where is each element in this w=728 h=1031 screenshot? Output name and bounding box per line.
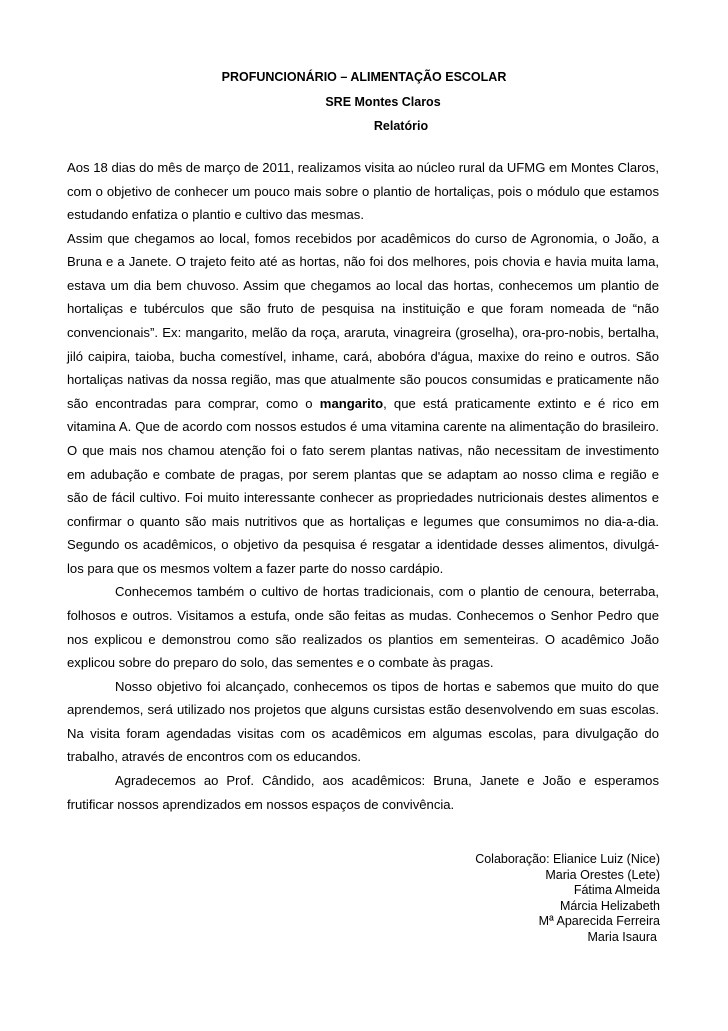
document-title: PROFUNCIONÁRIO – ALIMENTAÇÃO ESCOLAR [221,70,507,84]
paragraph-text: , que está praticamente extinto e é rico em vitamina A. Que de acordo com nossos estudos é uma vitamina carente na alimentação do brasileiro. O que mais nos chamou atenção foi o fato serem plantas nativas, não necessitam de investimento em adubação e combate de pragas, por serem plantas que se adaptam ao nosso clima e região e são de fácil cultivo. Foi muito interessante conhecer as propriedades nutricionais destes alimentos e confirmar o quanto são mais nutritivos que as hortaliças e legumes que consumimos no dia-a-dia. Segundo os acadêmicos, o objetivo da pesquisa é resgatar a identidade desses alimentos, divulgá-los para que os mesmos voltem a fazer parte do nosso cardápio. [67,395,659,576]
document-subtitle: SRE Montes Claros [325,95,441,109]
signature-block [475,852,660,945]
paragraph-thanks: Agradecemos ao Prof. Cândido, aos acadêmicos: Bruna, Janete e João e esperamos frutificar nossos aprendizados em nossos espaços de convivência. [67,773,659,812]
signature-line: Colaboração: Elianice Luiz (Nice) [475,852,660,866]
signature-line: Mª Aparecida Ferreira [538,914,660,928]
report-body [67,156,659,816]
highlighted-term: mangarito [319,395,384,411]
paragraph-traditional-gardens: Conhecemos também o cultivo de hortas tradicionais, com o plantio de cenoura, beterraba, folhosos e outros. Visitamos a estufa, onde são feitas as mudas. Conhecemos o Senhor Pedro que nos explicou e demonstrou como são realizados os plantios em sementeiras. O acadêmico João explicou sobre do preparo do solo, das sementes e o combate às pragas. [67,584,659,671]
signature-line: Maria Orestes (Lete) [545,867,660,882]
paragraph-visit-details [67,227,659,581]
signature-line: Maria Isaura [587,929,657,944]
paragraph-visit-intro: Aos 18 dias do mês de março de 2011, realizamos visita ao núcleo rural da UFMG em Montes Claros, com o objetivo de conhecer um pouco mais sobre o plantio de hortaliças, pois o módulo que estamos estudando enfatiza o plantio e cultivo das mesmas. [67,160,659,223]
signature-line: Márcia Helizabeth [559,898,660,913]
signature-line: Fátima Almeida [573,883,660,897]
document-type: Relatório [373,119,429,133]
paragraph-text: Assim que chegamos ao local, fomos recebidos por acadêmicos do curso de Agronomia, o João, a Bruna e a Janete. O trajeto feito até as hortas, não foi dos melhores, pois chovia e havia muita lama, estava um dia bem chuvoso. Assim que chegamos ao local das hortas, conhecemos um plantio de hortaliças e tubérculos que são fruto de pesquisa na instituição e que foram nomeada de “não convencionais”. Ex: mangarito, melão da roça, araruta, vinagreira (groselha), ora-pro-nobis, bertalha, jiló caipira, taioba, bucha comestível, inhame, cará, abobóra d'água, maxixe do reino e outros. São hortaliças nativas da nossa região, mas que atualmente são poucos consumidas e praticamente não são encontradas para comprar, como o [67,230,659,411]
paragraph-objective: Nosso objetivo foi alcançado, conhecemos os tipos de hortas e sabemos que muito do que aprendemos, será utilizado nos projetos que alguns cursistas estão desenvolvendo em suas escolas. Na visita foram agendadas visitas com os acadêmicos em algumas escolas, para divulgação do trabalho, através de encontros com os educandos. [67,678,659,765]
